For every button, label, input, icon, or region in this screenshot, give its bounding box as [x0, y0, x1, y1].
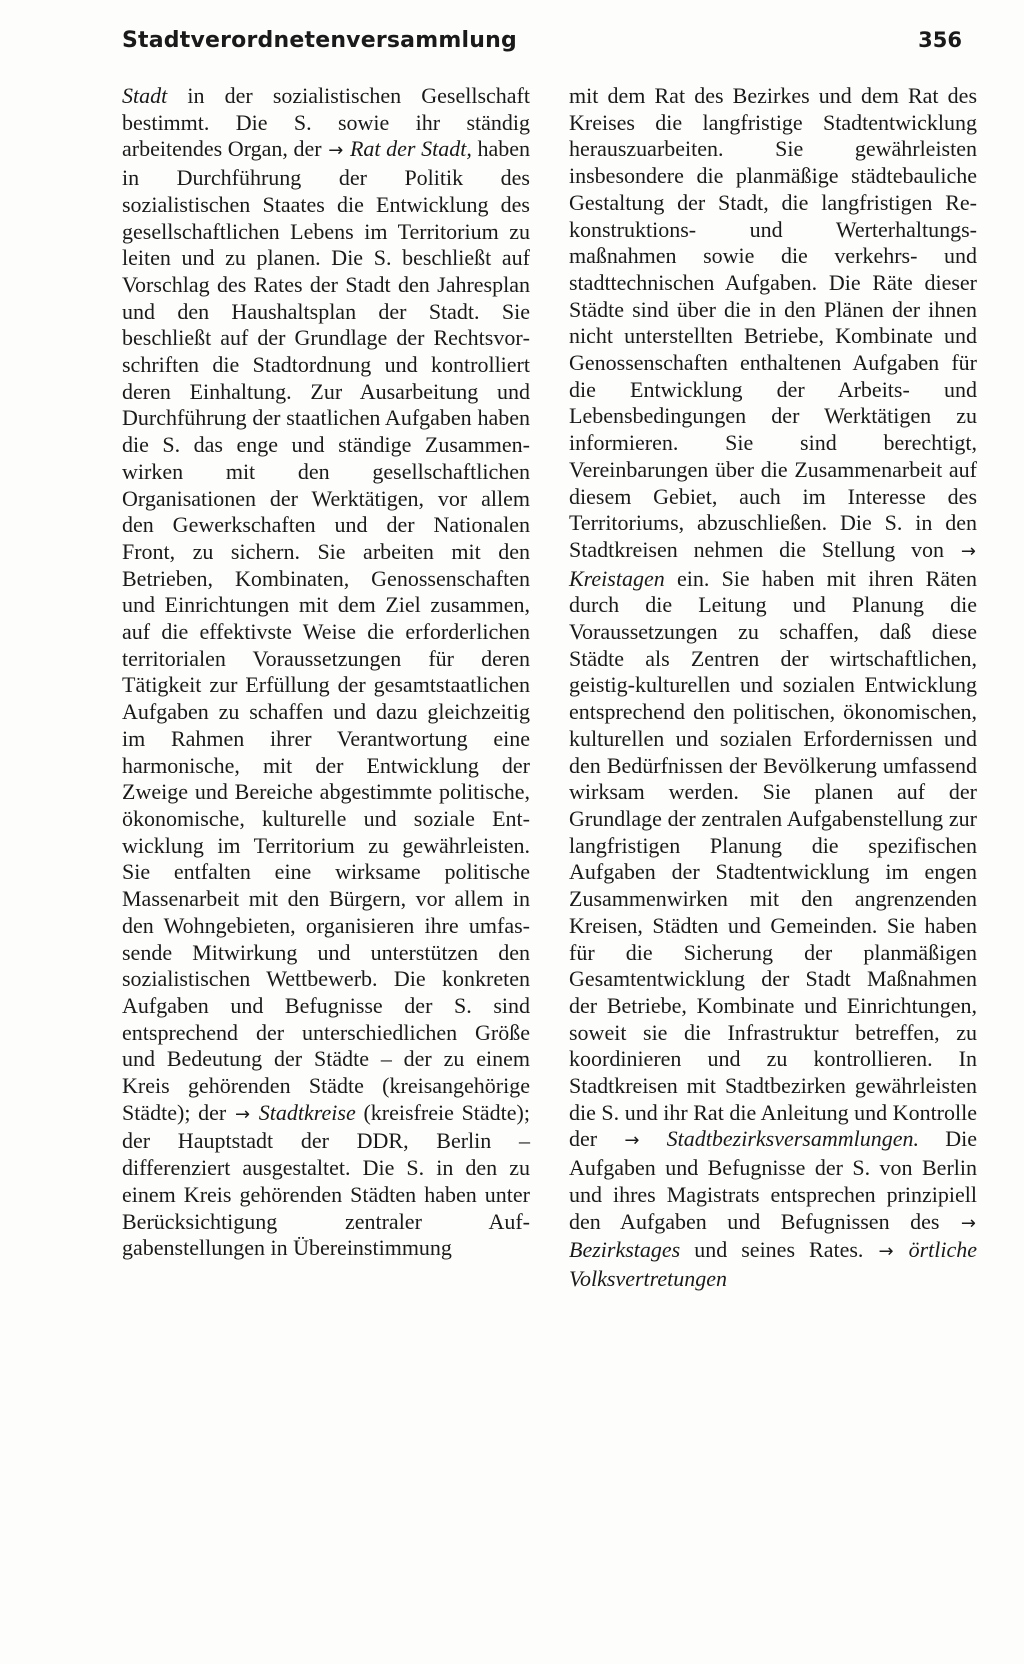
right-arrow-icon: →: [960, 1212, 976, 1234]
right-arrow-icon: →: [878, 1241, 894, 1263]
right-arrow-icon: →: [234, 1103, 251, 1125]
body-text: (kreisfreie Städte); der Hauptstadt der DDR, Berlin – differenziert ausgestaltet. Die S. in den zu einem Kreis gehörenden Städten haben unter Berücksichtigung zentraler Aufgabenstellungen in Übereinstimmung: [122, 1099, 530, 1261]
cross-reference-link[interactable]: Stadtkreise: [258, 1099, 356, 1125]
cross-reference-link[interactable]: Stadtbezirksversammlungen.: [666, 1126, 920, 1152]
cross-reference-link[interactable]: Bezirkstages: [569, 1237, 681, 1263]
right-arrow-icon: →: [960, 540, 976, 562]
italic-term: Stadt: [122, 83, 168, 108]
cross-reference-link[interactable]: Kreistagen: [569, 565, 665, 591]
cross-reference-link[interactable]: Rat der Stadt,: [349, 136, 472, 162]
body-text: in der sozialistischen Gesellschaft bestimmt. Die S. sowie ihr ständig arbeitendes Organ, der: [122, 83, 530, 162]
right-column: [569, 83, 977, 1293]
running-head: Stadtverordnetenversammlung: [122, 28, 517, 53]
body-text: mit dem Rat des Bezirkes und dem Rat des Kreises die langfristige Stadtentwicklung herauszuarbeiten. Sie gewährleisten insbesondere die planmäßige städtebauliche Gestaltung der Stadt, die langfristigen Rekonstruktions- und Werterhaltungsmaßnahmen sowie die verkehrs- und stadttechnischen Aufgaben. Die Räte dieser Städte sind über die in den Plänen der ihnen nicht unterstellten Betriebe, Kombinate und Genossenschaften enthaltenen Aufgaben für die Entwicklung der Arbeits- und Lebensbedingungen der Werktätigen zu informieren. Sie sind berechtigt, Vereinbarungen über die Zusammenarbeit auf diesem Gebiet, auch im Interesse des Territoriums, abzuschließen. Die S. in den Stadtkreisen nehmen die Stellung von: [569, 83, 977, 562]
entry-text-left: [122, 83, 530, 1262]
cross-reference-link[interactable]: örtliche Volksvertretungen: [569, 1237, 977, 1291]
body-text: haben in Durchführung der Politik des sozialistischen Staates die Entwicklung des gesellschaftlichen Lebens im Territorium zu leiten und zu planen. Die S. beschließt auf Vorschlag des Rates der Stadt den Jahresplan und den Haushaltsplan der Stadt. Sie beschließt auf der Grundlage der Rechtsvorschriften die Stadtordnung und kontrolliert deren Einhaltung. Zur Ausarbeitung und Durchführung der staatlichen Aufgaben haben die S. das enge und ständige Zusammenwirken mit den gesellschaftlichen Organisationen der Werktätigen, vor allem den Gewerkschaften und der Nationalen Front, zu sichern. Sie arbeiten mit den Betrieben, Kombinaten, Genossenschaften und Einrichtungen mit dem Ziel zusammen, auf die effektivste Weise die erforderlichen territorialen Voraussetzungen für deren Tätigkeit zur Erfüllung der gesamtstaatlichen Aufgaben zu schaffen und dazu gleichzeitig im Rahmen ihrer Verantwortung eine harmonische, mit der Entwicklung der Zweige und Bereiche abgestimmte politische, ökonomische, kulturelle und soziale Entwicklung im Territorium zu gewährleisten. Sie entfalten eine wirksame politische Massenarbeit mit den Bürgern, vor allem in den Wohngebieten, organisieren ihre umfassende Mitwirkung und unterstützen den sozialistischen Wettbewerb. Die konkreten Aufgaben und Befugnisse der S. sind entsprechend der unterschiedlichen Größe und Bedeutung der Städte – der zu einem Kreis gehörenden Städte (kreisangehörige Städte); der: [122, 136, 531, 1125]
page-number: 356: [918, 28, 962, 52]
body-text: ein. Sie haben mit ihren Räten durch die Leitung und Planung die Voraussetzungen zu schaffen, daß diese Städte als Zentren der wirtschaftlichen, geistig-kulturellen und sozialen Entwicklung entsprechend den politischen, ökonomischen, kulturellen und sozialen Erfordernissen und den Bedürfnissen der Bevölkerung umfassend wirksam werden. Sie planen auf der Grundlage der zentralen Aufgabenstellung zur langfristigen Planung die spezifischen Aufgaben der Stadtentwicklung im engen Zusammenwirken mit den angrenzenden Kreisen, Städten und Gemeinden. Sie haben für die Sicherung der planmäßigen Gesamtentwicklung der Stadt Maßnahmen der Betriebe, Kombinate und Einrichtungen, soweit sie die Infrastruktur betreffen, zu koordinieren und zu kontrollieren. In Stadtkreisen mit Stadtbezirken gewährleisten die S. und ihr Rat die Anleitung und Kontrolle der: [569, 565, 977, 1152]
body-text: und seines Rates.: [680, 1237, 878, 1263]
right-arrow-icon: →: [328, 140, 344, 162]
body-text: Die Aufgaben und Befugnisse der S. von Berlin und ihres Magistrats entsprechen prinzipiell den Aufgaben und Befugnissen des: [569, 1126, 978, 1234]
left-column: [122, 83, 530, 1262]
right-arrow-icon: →: [624, 1130, 640, 1152]
entry-text-right: [569, 83, 977, 1293]
